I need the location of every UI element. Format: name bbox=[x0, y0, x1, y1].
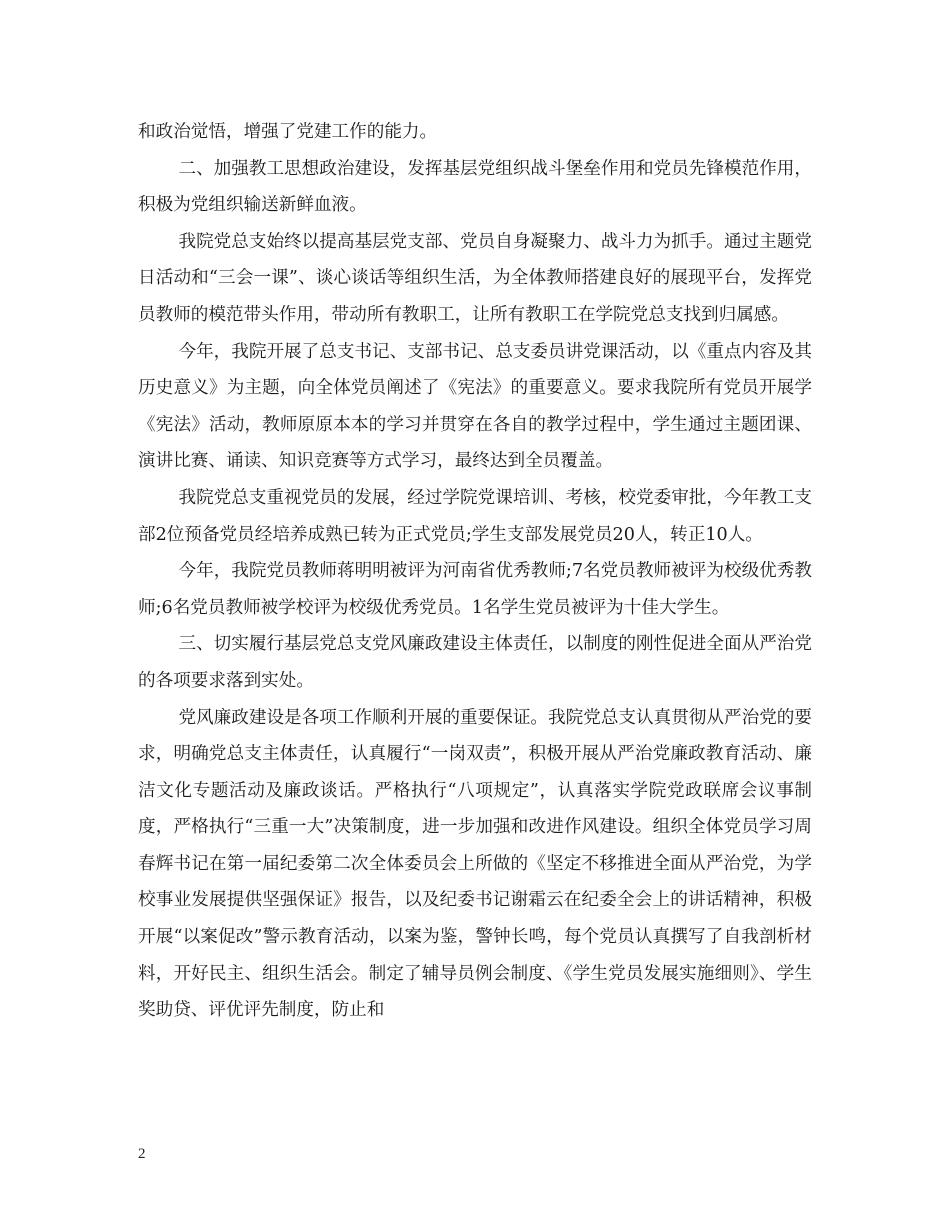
heading-section-2: 二、加强教工思想政治建设，发挥基层党组织战斗堡垒作用和党员先锋模范作用，积极为党组织输送新鲜血液。 bbox=[138, 158, 812, 216]
paragraph-8: 党风廉政建设是各项工作顺利开展的重要保证。我院党总支认真贯彻从严治党的要求，明确党总支主体责任，认真履行“一岗双责”，积极开展从严治党廉政教育活动、廉洁文化专题活动及廉政谈话。严格执行“八项规定”，认真落实学院党政联席会议事制度，严格执行“三重一大”决策制度，进一步加强和改进作风建设。组织全体党员学习周春辉书记在第一届纪委第二次全体委员会上所做的《坚定不移推进全面从严治党，为学校事业发展提供坚强保证》报告，以及纪委书记谢霜云在纪委全会上的讲话精神，积极开展“以案促改”警示教育活动，以案为鉴，警钟长鸣，每个党员认真撰写了自我剖析材料，开好民主、组织生活会。制定了辅导员例会制度、《学生党员发展实施细则》、学生奖助贷、评优评先制度，防止和 bbox=[138, 707, 812, 1021]
paragraph-4: 今年，我院开展了总支书记、支部书记、总支委员讲党课活动，以《重点内容及其历史意义》为主题，向全体党员阐述了《宪法》的重要意义。要求我院所有党员开展学《宪法》活动，教师原原本本的学习并贯穿在各自的教学过程中，学生通过主题团课、演讲比赛、诵读、知识竞赛等方式学习，最终达到全员覆盖。 bbox=[138, 341, 812, 472]
paragraph-1: 和政治觉悟，增强了党建工作的能力。 bbox=[138, 122, 438, 142]
paragraph-5: 我院党总支重视党员的发展，经过学院党课培训、考核，校党委审批，今年教工支部2位预备党员经培养成熟已转为正式党员;学生支部发展党员20人，转正10人。 bbox=[138, 487, 812, 545]
heading-section-3: 三、切实履行基层党总支党风廉政建设主体责任，以制度的刚性促进全面从严治党的各项要求落到实处。 bbox=[138, 634, 812, 691]
page-number: 2 bbox=[138, 1146, 146, 1162]
body-text bbox=[138, 114, 812, 1029]
paragraph-3: 我院党总支始终以提高基层党支部、党员自身凝聚力、战斗力为抓手。通过主题党日活动和“三会一课”、谈心谈话等组织生活，为全体教师搭建良好的展现平台，发挥党员教师的模范带头作用，带动所有教职工，让所有教职工在学院党总支找到归属感。 bbox=[138, 231, 812, 325]
paragraph-6: 今年，我院党员教师蒋明明被评为河南省优秀教师;7名党员教师被评为校级优秀教师;6名党员教师被学校评为校级优秀党员。1名学生党员被评为十佳大学生。 bbox=[138, 561, 812, 618]
